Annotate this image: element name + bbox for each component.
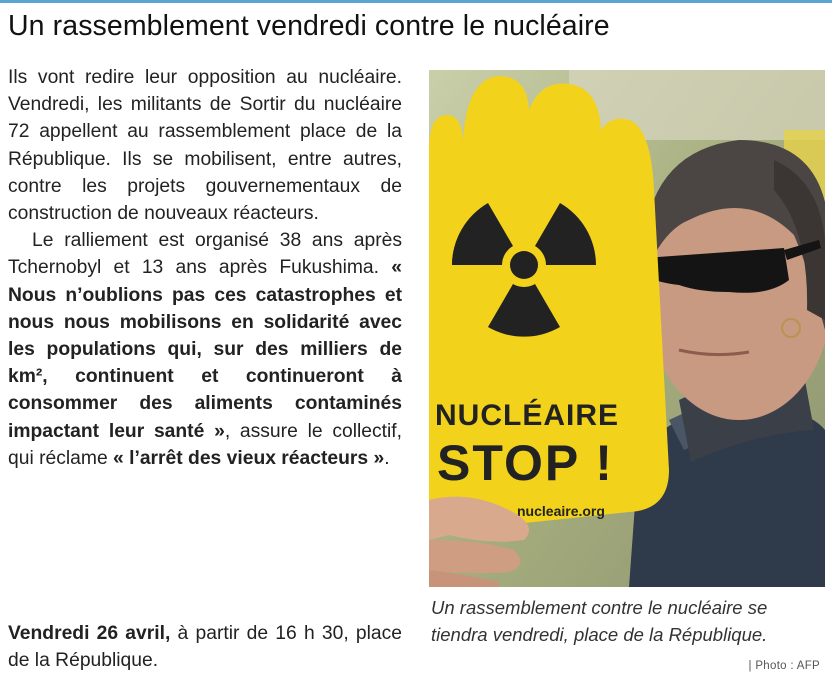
paragraph-2-intro: Le ralliement est organisé 38 ans après Tchernobyl et 13 ans après Fukushima. [8, 230, 402, 279]
event-info [8, 620, 402, 674]
protest-photo-illustration [429, 70, 825, 587]
event-details: à partir de 16 h 30, place de la République. [8, 623, 403, 672]
paragraph-2-mid: , assure le collectif, qui réclame [8, 420, 402, 469]
quote-old-reactors: « l’arrêt des vieux réacteurs » [113, 447, 385, 469]
photo-credit: | Photo : AFP [748, 660, 820, 672]
sign-text-line2: STOP ! [437, 435, 614, 491]
article-body [8, 64, 402, 472]
paragraph-1: Ils vont redire leur opposition au nucléaire. Vendredi, les militants de Sortir du nucléaire 72 appellent au rassemblement place de la République. Ils se mobilisent, entre autres, contre les projets gouvernementaux de construction de nouveaux réacteurs. [8, 67, 402, 225]
event-date: Vendredi 26 avril, [8, 623, 171, 644]
sign-text-line1: NUCLÉAIRE [435, 399, 620, 432]
sign-url: nucleaire.org [517, 503, 605, 519]
article-title: Un rassemblement vendredi contre le nucléaire [8, 10, 610, 42]
quote-solidarity: « Nous n’oublions pas ces catastrophes et nous nous mobilisons en solidarité avec les populations qui, sur des milliers de km², continuent et continueront à consommer des aliments contaminés impactant leur santé » [8, 257, 402, 442]
top-rule [0, 0, 832, 3]
article-photo [429, 70, 825, 587]
photo-caption: Un rassemblement contre le nucléaire se tiendra vendredi, place de la République. [431, 597, 768, 645]
paragraph-2-end: . [384, 447, 390, 469]
paragraph-2 [8, 227, 402, 472]
